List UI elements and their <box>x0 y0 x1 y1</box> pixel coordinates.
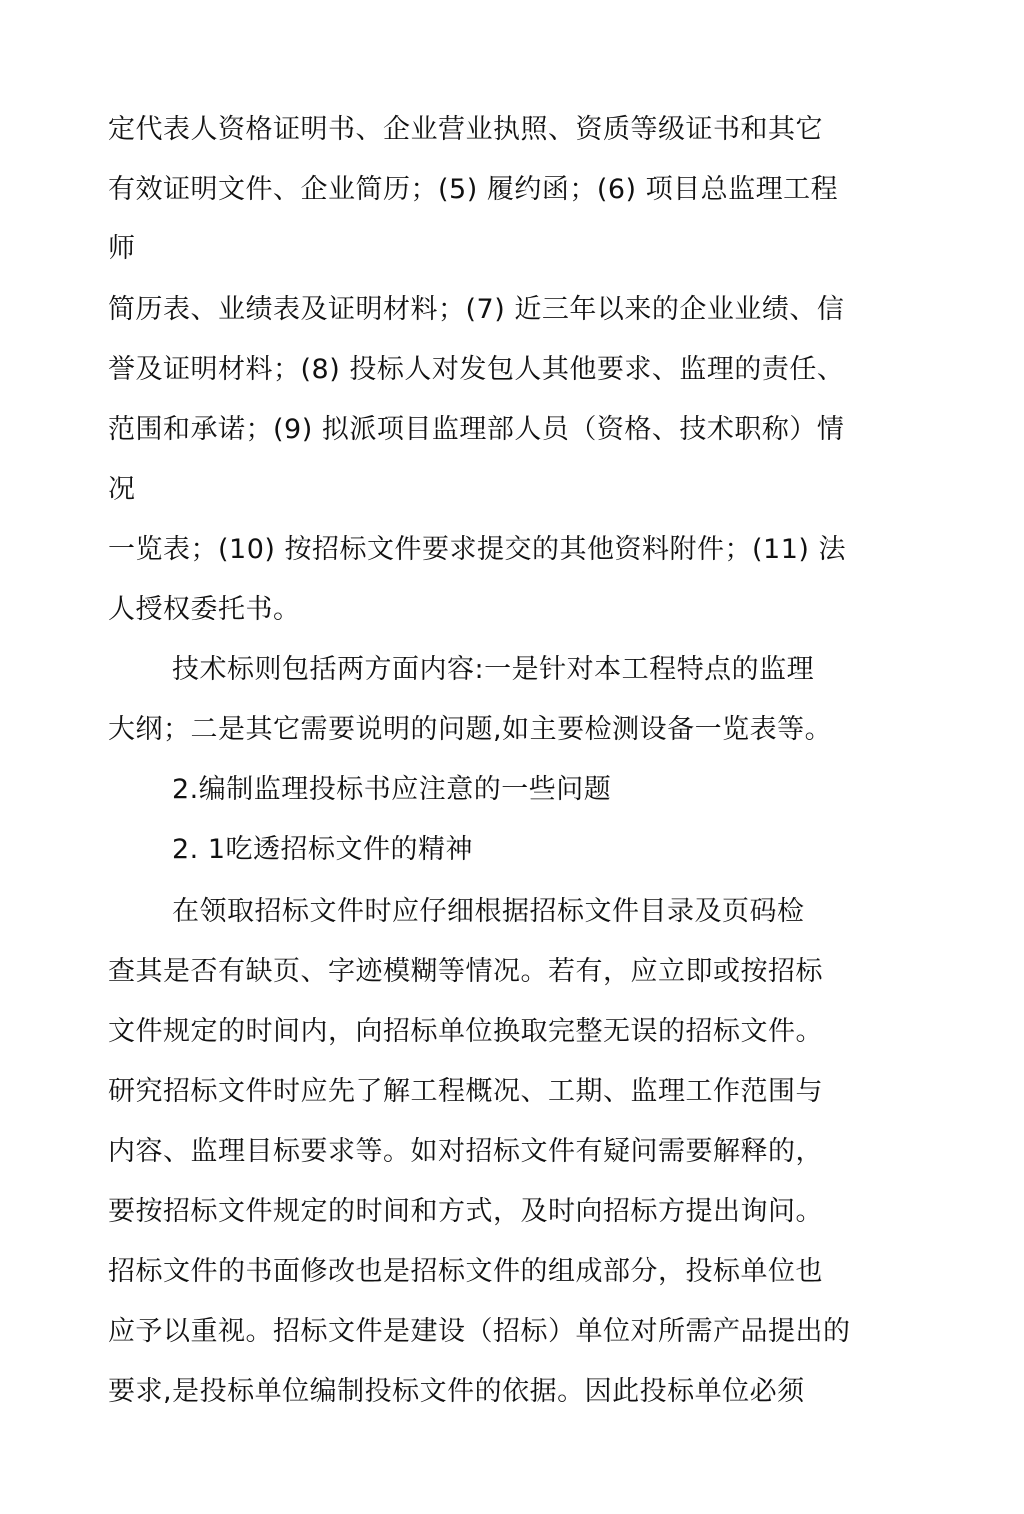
text-line: 要按招标文件规定的时间和方式，及时向招标方提出询问。 <box>108 1196 823 1227</box>
subsection-heading: 2. 1吃透招标文件的精神 <box>172 834 474 865</box>
text-line: 一览表；(10) 按招标文件要求提交的其他资料附件；(11) 法 <box>108 534 847 565</box>
text-line: 人授权委托书。 <box>108 594 301 625</box>
text-line: 定代表人资格证明书、企业营业执照、资质等级证书和其它 <box>108 114 823 145</box>
text-line: 大纲；二是其它需要说明的问题,如主要检测设备一览表等。 <box>108 714 833 745</box>
text-line: 况 <box>108 474 136 505</box>
text-line: 文件规定的时间内，向招标单位换取完整无误的招标文件。 <box>108 1016 823 1047</box>
paragraph-first-line: 在领取招标文件时应仔细根据招标文件目录及页码检 <box>172 896 805 927</box>
text-line: 招标文件的书面修改也是招标文件的组成部分，投标单位也 <box>108 1256 823 1287</box>
text-line: 范围和承诺；(9) 拟派项目监理部人员（资格、技术职称）情 <box>108 414 845 445</box>
paragraph-first-line: 技术标则包括两方面内容:一是针对本工程特点的监理 <box>172 654 815 685</box>
text-line: 内容、监理目标要求等。如对招标文件有疑问需要解释的， <box>108 1136 823 1167</box>
text-line: 誉及证明材料；(8) 投标人对发包人其他要求、监理的责任、 <box>108 354 845 385</box>
text-line: 研究招标文件时应先了解工程概况、工期、监理工作范围与 <box>108 1076 823 1107</box>
text-line: 简历表、业绩表及证明材料；(7) 近三年以来的企业业绩、信 <box>108 294 845 325</box>
text-line: 要求,是投标单位编制投标文件的依据。因此投标单位必须 <box>108 1376 805 1407</box>
section-heading: 2.编制监理投标书应注意的一些问题 <box>172 774 612 805</box>
text-line: 应予以重视。招标文件是建设（招标）单位对所需产品提出的 <box>108 1316 851 1347</box>
text-line: 有效证明文件、企业简历；(5) 履约函；(6) 项目总监理工程 <box>108 174 839 205</box>
text-line: 查其是否有缺页、字迹模糊等情况。若有，应立即或按招标 <box>108 956 823 987</box>
text-line: 师 <box>108 233 136 264</box>
